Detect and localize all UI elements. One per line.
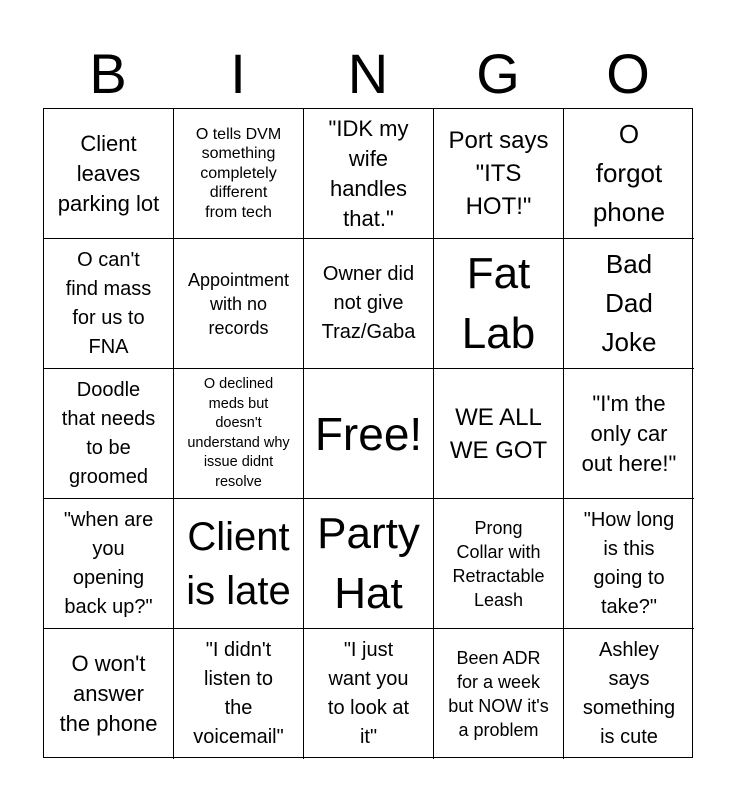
bingo-cell-text: O won't answer the phone	[59, 651, 158, 736]
bingo-cell-text: Doodle that needs to be groomed	[61, 378, 156, 488]
bingo-cell[interactable]	[434, 109, 564, 239]
bingo-cell-text: Client is late	[186, 514, 291, 613]
bingo-cell[interactable]	[434, 239, 564, 369]
bingo-cell[interactable]	[174, 369, 304, 499]
bingo-cell-text: "How long is this going to take?"	[583, 508, 675, 618]
header-letter-b: B	[89, 42, 127, 105]
bingo-cell[interactable]	[434, 629, 564, 759]
bingo-cell-text: "I'm the only car out here!"	[581, 390, 677, 476]
bingo-cell-text: Prong Collar with Retractable Leash	[452, 517, 545, 610]
bingo-cell-text: Port says "ITS HOT!"	[448, 127, 549, 220]
header-letter-g: G	[476, 42, 520, 105]
bingo-cell[interactable]	[304, 629, 434, 759]
bingo-cell[interactable]	[44, 499, 174, 629]
bingo-cell-text: Been ADR for a week but NOW it's a problem	[448, 648, 549, 740]
bingo-cell-text: "I didn't listen to the voicemail"	[193, 639, 284, 748]
bingo-cell-text: "when are you opening back up?"	[63, 508, 154, 618]
bingo-cell[interactable]	[174, 629, 304, 759]
bingo-cell-text: Bad Dad Joke	[601, 249, 657, 357]
bingo-card-grid	[43, 108, 693, 758]
bingo-cell[interactable]	[304, 109, 434, 239]
free-space[interactable]	[304, 369, 434, 499]
bingo-cell[interactable]	[434, 369, 564, 499]
header-letter-i: I	[230, 42, 246, 105]
bingo-cell-text: WE ALL WE GOT	[449, 403, 548, 464]
bingo-cell[interactable]	[174, 499, 304, 629]
bingo-header	[43, 40, 693, 108]
bingo-cell[interactable]	[44, 629, 174, 759]
bingo-cell[interactable]	[564, 239, 694, 369]
bingo-cell[interactable]	[564, 369, 694, 499]
bingo-cell[interactable]	[564, 109, 694, 239]
bingo-cell-text: "IDK my wife handles that."	[328, 115, 409, 231]
header-letter-o: O	[606, 42, 650, 105]
bingo-cell-text: Appointment with no records	[187, 269, 290, 338]
bingo-cell[interactable]	[304, 499, 434, 629]
bingo-cell[interactable]	[564, 499, 694, 629]
bingo-cell[interactable]	[174, 109, 304, 239]
bingo-cell[interactable]	[304, 239, 434, 369]
bingo-cell[interactable]	[564, 629, 694, 759]
bingo-cell-text: O tells DVM something completely different from tech	[195, 125, 282, 221]
bingo-cell-text: Party Hat	[317, 508, 420, 618]
free-space-text: Free!	[314, 407, 423, 460]
bingo-cell[interactable]	[44, 239, 174, 369]
bingo-cell-text: Client leaves parking lot	[57, 130, 160, 216]
bingo-cell-text: "I just want you to look at it"	[327, 639, 410, 748]
bingo-cell-text: Owner did not give Traz/Gaba	[321, 263, 416, 343]
bingo-cell-text: Fat Lab	[461, 248, 536, 358]
bingo-cell[interactable]	[434, 499, 564, 629]
bingo-cell[interactable]	[44, 369, 174, 499]
header-letter-n: N	[347, 42, 389, 105]
bingo-cell-text: O can't find mass for us to FNA	[65, 248, 152, 358]
bingo-cell[interactable]	[174, 239, 304, 369]
bingo-cell-text: O forgot phone	[592, 119, 666, 227]
bingo-cell-text: O declined meds but doesn't understand why issue didnt resolve	[187, 376, 290, 490]
bingo-cell-text: Ashley says something is cute	[582, 639, 676, 748]
bingo-cell[interactable]	[44, 109, 174, 239]
